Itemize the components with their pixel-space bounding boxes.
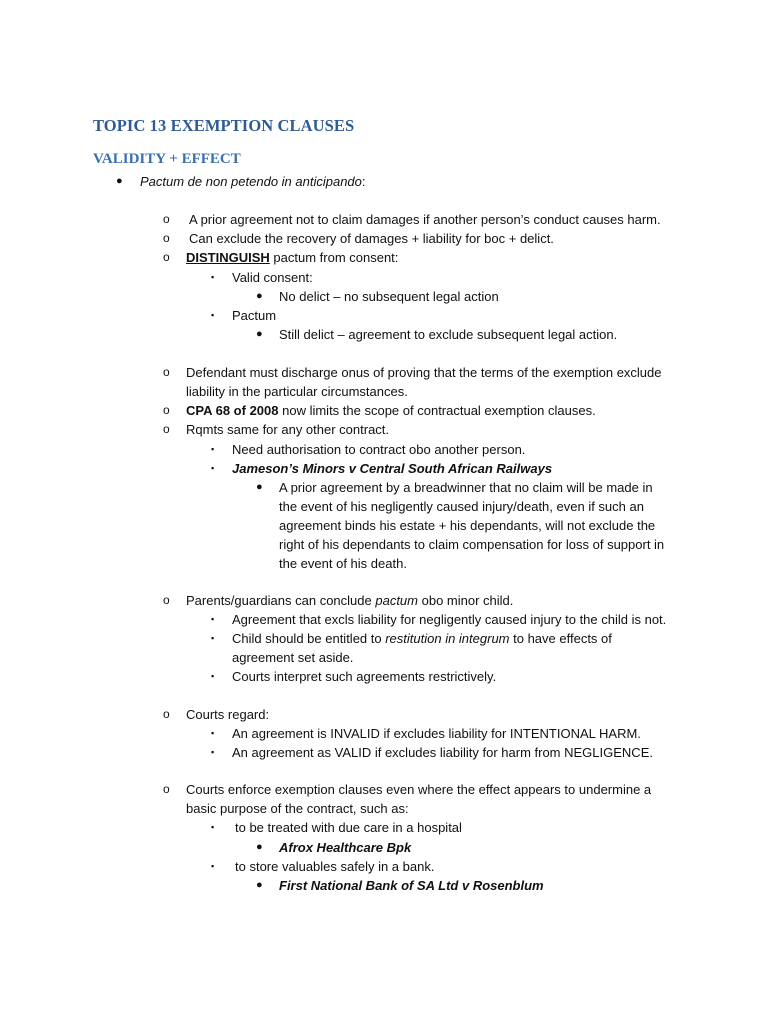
list-item: Defendant must discharge onus of proving that the terms of the exemption exclude <box>186 365 662 380</box>
square-bullet-icon: ▪ <box>211 728 215 738</box>
open-bullet-icon: o <box>163 212 170 226</box>
list-item: No delict – no subsequent legal action <box>279 289 499 304</box>
open-bullet-icon: o <box>163 250 170 264</box>
list-item: Can exclude the recovery of damages + liability for boc + delict. <box>189 231 554 246</box>
filled-bullet-icon: ● <box>256 328 263 340</box>
square-bullet-icon: ▪ <box>211 614 215 624</box>
open-bullet-icon: o <box>163 365 170 379</box>
square-bullet-icon: ▪ <box>211 671 215 681</box>
list-item: to be treated with due care in a hospital <box>235 820 462 835</box>
list-item-continuation: the event of his negligently caused injury/death, even if such an <box>279 499 644 514</box>
list-item-continuation: basic purpose of the contract, such as: <box>186 801 409 816</box>
list-item: Parents/guardians can conclude pactum obo minor child. <box>186 593 514 608</box>
open-bullet-icon: o <box>163 422 170 436</box>
list-item: A prior agreement by a breadwinner that no claim will be made in <box>279 480 653 495</box>
list-item-continuation: the event of his death. <box>279 556 407 571</box>
list-item: CPA 68 of 2008 now limits the scope of contractual exemption clauses. <box>186 403 596 418</box>
list-item: Need authorisation to contract obo another person. <box>232 442 526 457</box>
open-bullet-icon: o <box>163 403 170 417</box>
list-item: Still delict – agreement to exclude subsequent legal action. <box>279 327 618 342</box>
list-item: Rqmts same for any other contract. <box>186 422 390 437</box>
section-heading: VALIDITY + EFFECT <box>93 151 241 167</box>
list-item: An agreement as VALID if excludes liability for harm from NEGLIGENCE. <box>232 745 653 760</box>
square-bullet-icon: ▪ <box>211 822 215 832</box>
filled-bullet-icon: ● <box>256 879 263 891</box>
square-bullet-icon: ▪ <box>211 747 215 757</box>
open-bullet-icon: o <box>163 707 170 721</box>
filled-bullet-icon: ● <box>256 290 263 302</box>
list-item: Child should be entitled to restitution in integrum to have effects of <box>232 631 612 646</box>
list-item: Courts interpret such agreements restrictively. <box>232 669 497 684</box>
square-bullet-icon: ▪ <box>211 444 215 454</box>
case-name: First National Bank of SA Ltd v Rosenblum <box>279 878 544 893</box>
square-bullet-icon: ▪ <box>211 463 215 473</box>
list-item: Pactum <box>232 308 277 323</box>
list-item-continuation: right of his dependants to claim compensation for loss of support in <box>279 537 665 552</box>
list-item-continuation: liability in the particular circumstances. <box>186 384 408 399</box>
square-bullet-icon: ▪ <box>211 272 215 282</box>
list-item: Pactum de non petendo in anticipando: <box>140 174 366 189</box>
filled-bullet-icon: ● <box>116 175 123 187</box>
square-bullet-icon: ▪ <box>211 310 215 320</box>
open-bullet-icon: o <box>163 782 170 796</box>
list-item: Valid consent: <box>232 270 313 285</box>
list-item: An agreement is INVALID if excludes liability for INTENTIONAL HARM. <box>232 726 641 741</box>
list-item: to store valuables safely in a bank. <box>235 859 435 874</box>
list-item: Courts enforce exemption clauses even where the effect appears to undermine a <box>186 782 652 797</box>
list-item: Agreement that excls liability for negligently caused injury to the child is not. <box>232 612 667 627</box>
case-name: Afrox Healthcare Bpk <box>279 840 412 855</box>
filled-bullet-icon: ● <box>256 481 263 493</box>
list-item: A prior agreement not to claim damages if another person’s conduct causes harm. <box>189 212 661 227</box>
open-bullet-icon: o <box>163 593 170 607</box>
filled-bullet-icon: ● <box>256 841 263 853</box>
square-bullet-icon: ▪ <box>211 861 215 871</box>
square-bullet-icon: ▪ <box>211 633 215 643</box>
page-title: TOPIC 13 EXEMPTION CLAUSES <box>93 116 355 135</box>
list-item-continuation: agreement set aside. <box>232 650 354 665</box>
list-item-continuation: agreement binds his estate + his dependants, will not exclude the <box>279 518 656 533</box>
case-name: Jameson’s Minors v Central South African Railways <box>232 461 553 476</box>
list-item: DISTINGUISH pactum from consent: <box>186 250 399 265</box>
open-bullet-icon: o <box>163 231 170 245</box>
list-item: Courts regard: <box>186 707 270 722</box>
